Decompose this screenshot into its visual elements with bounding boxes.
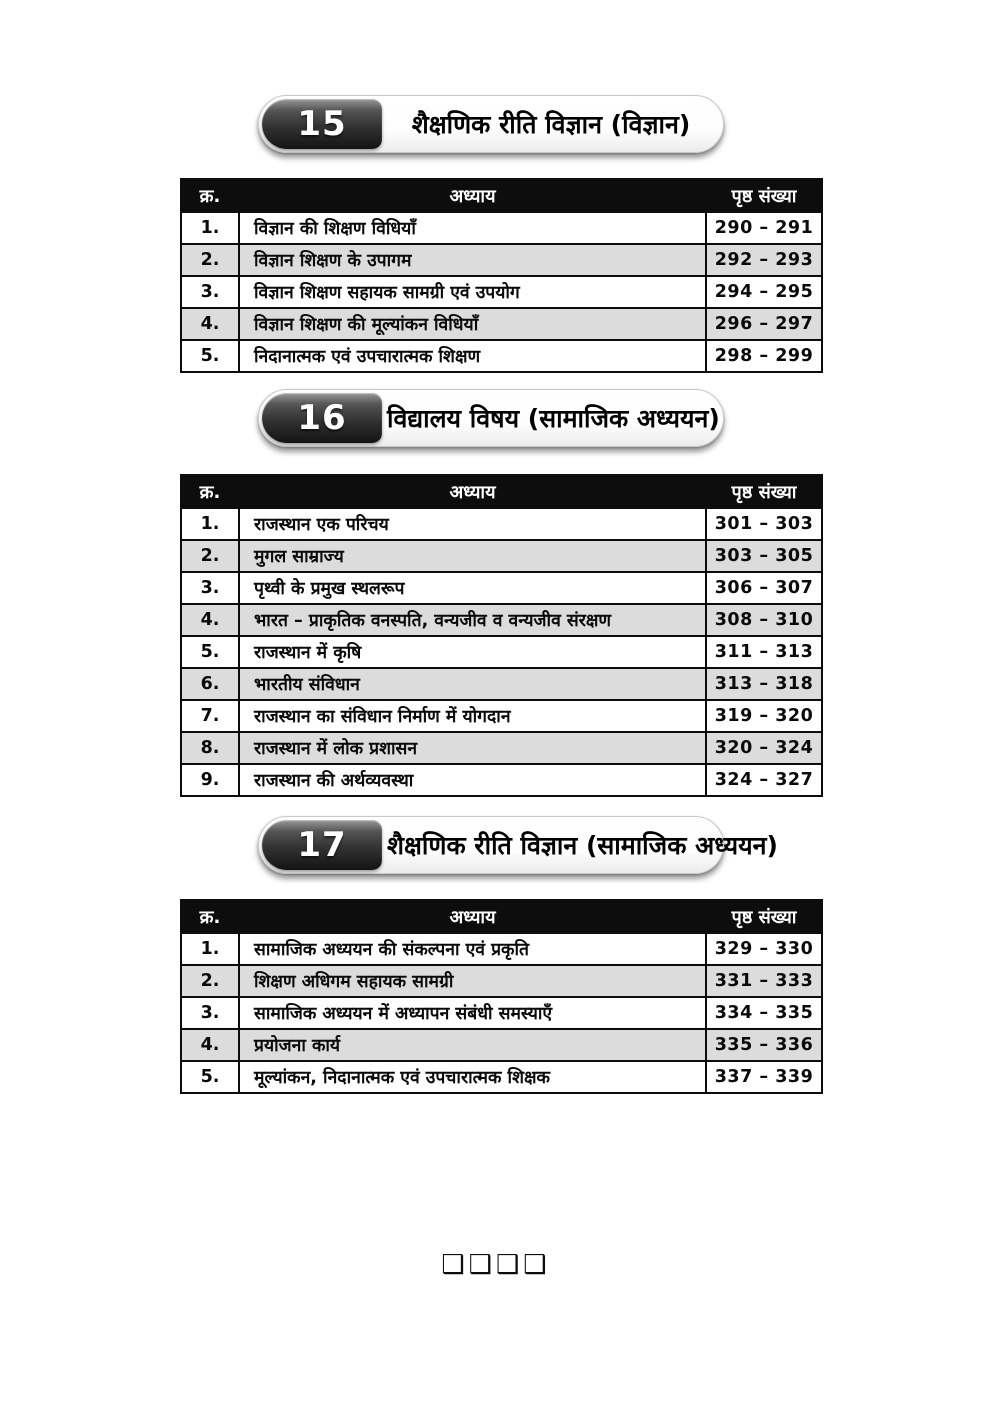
page-range-cell: 329 – 330 (706, 933, 822, 965)
chapter-number-pill (262, 393, 382, 443)
chapter-title-cell: पृथ्वी के प्रमुख स्थलरूप (239, 572, 706, 604)
row-number: 8. (181, 732, 239, 764)
chapter-number: 17 (297, 825, 347, 865)
page-range-cell: 308 – 310 (706, 604, 822, 636)
table-row (181, 340, 822, 372)
chapter-title-cell: विज्ञान शिक्षण के उपागम (239, 244, 706, 276)
header-chapter: अध्याय (239, 900, 706, 933)
table-header-row (181, 900, 822, 933)
row-number: 2. (181, 540, 239, 572)
row-number: 3. (181, 572, 239, 604)
row-number: 9. (181, 764, 239, 796)
section-end-squares-ornament: ❑❑❑❑ (441, 1250, 551, 1280)
chapter-title-cell: विज्ञान शिक्षण सहायक सामग्री एवं उपयोग (239, 276, 706, 308)
page-range-cell: 294 – 295 (706, 276, 822, 308)
header-serial: क्र. (181, 475, 239, 508)
table-row (181, 636, 822, 668)
table-row (181, 604, 822, 636)
page-range-cell: 290 – 291 (706, 212, 822, 244)
chapter-number-pill (262, 99, 382, 149)
chapter-title-cell: राजस्थान एक परिचय (239, 508, 706, 540)
chapter-title-cell: विज्ञान शिक्षण की मूल्यांकन विधियाँ (239, 308, 706, 340)
row-number: 4. (181, 1029, 239, 1061)
chapter-title: शैक्षणिक रीति विज्ञान (सामाजिक अध्ययन) (387, 831, 778, 860)
chapter-title-cell: राजस्थान में कृषि (239, 636, 706, 668)
row-number: 3. (181, 276, 239, 308)
header-pages: पृष्ठ संख्या (706, 475, 822, 508)
chapter-17-header (258, 816, 778, 874)
chapter-number: 16 (297, 398, 347, 438)
page-range-cell: 337 – 339 (706, 1061, 822, 1093)
page-range-cell: 301 – 303 (706, 508, 822, 540)
table-row (181, 933, 822, 965)
page-range-cell: 331 – 333 (706, 965, 822, 997)
table-row (181, 508, 822, 540)
page-range-cell: 335 – 336 (706, 1029, 822, 1061)
row-number: 5. (181, 1061, 239, 1093)
chapter-title-cell: राजस्थान में लोक प्रशासन (239, 732, 706, 764)
header-chapter: अध्याय (239, 179, 706, 212)
chapter-16-header (258, 389, 724, 447)
row-number: 3. (181, 997, 239, 1029)
page-range-cell: 313 – 318 (706, 668, 822, 700)
page-range-cell: 311 – 313 (706, 636, 822, 668)
chapter-title-cell: निदानात्मक एवं उपचारात्मक शिक्षण (239, 340, 706, 372)
chapter-title-cell: भारत – प्राकृतिक वनस्पति, वन्यजीव व वन्यजीव संरक्षण (239, 604, 706, 636)
page-range-cell: 334 – 335 (706, 997, 822, 1029)
header-pages: पृष्ठ संख्या (706, 179, 822, 212)
chapter-15-table (180, 178, 823, 373)
chapter-title: शैक्षणिक रीति विज्ञान (विज्ञान) (411, 110, 691, 139)
row-number: 1. (181, 212, 239, 244)
page-range-cell: 298 – 299 (706, 340, 822, 372)
chapter-16-table (180, 474, 823, 797)
table-row (181, 764, 822, 796)
table-row (181, 1061, 822, 1093)
page-range-cell: 319 – 320 (706, 700, 822, 732)
row-number: 4. (181, 308, 239, 340)
chapter-title-cell: भारतीय संविधान (239, 668, 706, 700)
page-range-cell: 320 – 324 (706, 732, 822, 764)
chapter-title: विद्यालय विषय (सामाजिक अध्ययन) (387, 404, 720, 433)
table-row (181, 276, 822, 308)
table-row (181, 732, 822, 764)
table-row (181, 540, 822, 572)
table-row (181, 997, 822, 1029)
chapter-title-cell: सामाजिक अध्ययन में अध्यापन संबंधी समस्याएँ (239, 997, 706, 1029)
chapter-title-cell: मूल्यांकन, निदानात्मक एवं उपचारात्मक शिक्षक (239, 1061, 706, 1093)
header-chapter: अध्याय (239, 475, 706, 508)
table-row (181, 700, 822, 732)
table-row (181, 308, 822, 340)
chapter-number-pill (262, 820, 382, 870)
page-range-cell: 292 – 293 (706, 244, 822, 276)
chapter-title-cell: राजस्थान का संविधान निर्माण में योगदान (239, 700, 706, 732)
row-number: 5. (181, 340, 239, 372)
chapter-17-table (180, 899, 823, 1094)
table-row (181, 212, 822, 244)
chapter-title-cell: विज्ञान की शिक्षण विधियाँ (239, 212, 706, 244)
chapter-title-cell: राजस्थान की अर्थव्यवस्था (239, 764, 706, 796)
row-number: 1. (181, 933, 239, 965)
row-number: 2. (181, 244, 239, 276)
row-number: 7. (181, 700, 239, 732)
row-number: 1. (181, 508, 239, 540)
chapter-title-cell: मुगल साम्राज्य (239, 540, 706, 572)
table-header-row (181, 179, 822, 212)
page-range-cell: 306 – 307 (706, 572, 822, 604)
page-range-cell: 303 – 305 (706, 540, 822, 572)
table-row (181, 244, 822, 276)
header-pages: पृष्ठ संख्या (706, 900, 822, 933)
chapter-title-cell: शिक्षण अधिगम सहायक सामग्री (239, 965, 706, 997)
header-serial: क्र. (181, 900, 239, 933)
table-row (181, 1029, 822, 1061)
page-range-cell: 296 – 297 (706, 308, 822, 340)
chapter-15-header (258, 95, 724, 153)
table-row (181, 572, 822, 604)
row-number: 4. (181, 604, 239, 636)
table-row (181, 668, 822, 700)
page-range-cell: 324 – 327 (706, 764, 822, 796)
header-serial: क्र. (181, 179, 239, 212)
row-number: 5. (181, 636, 239, 668)
row-number: 2. (181, 965, 239, 997)
chapter-number: 15 (297, 104, 347, 144)
table-row (181, 965, 822, 997)
chapter-title-cell: प्रयोजना कार्य (239, 1029, 706, 1061)
row-number: 6. (181, 668, 239, 700)
chapter-title-cell: सामाजिक अध्ययन की संकल्पना एवं प्रकृति (239, 933, 706, 965)
table-header-row (181, 475, 822, 508)
